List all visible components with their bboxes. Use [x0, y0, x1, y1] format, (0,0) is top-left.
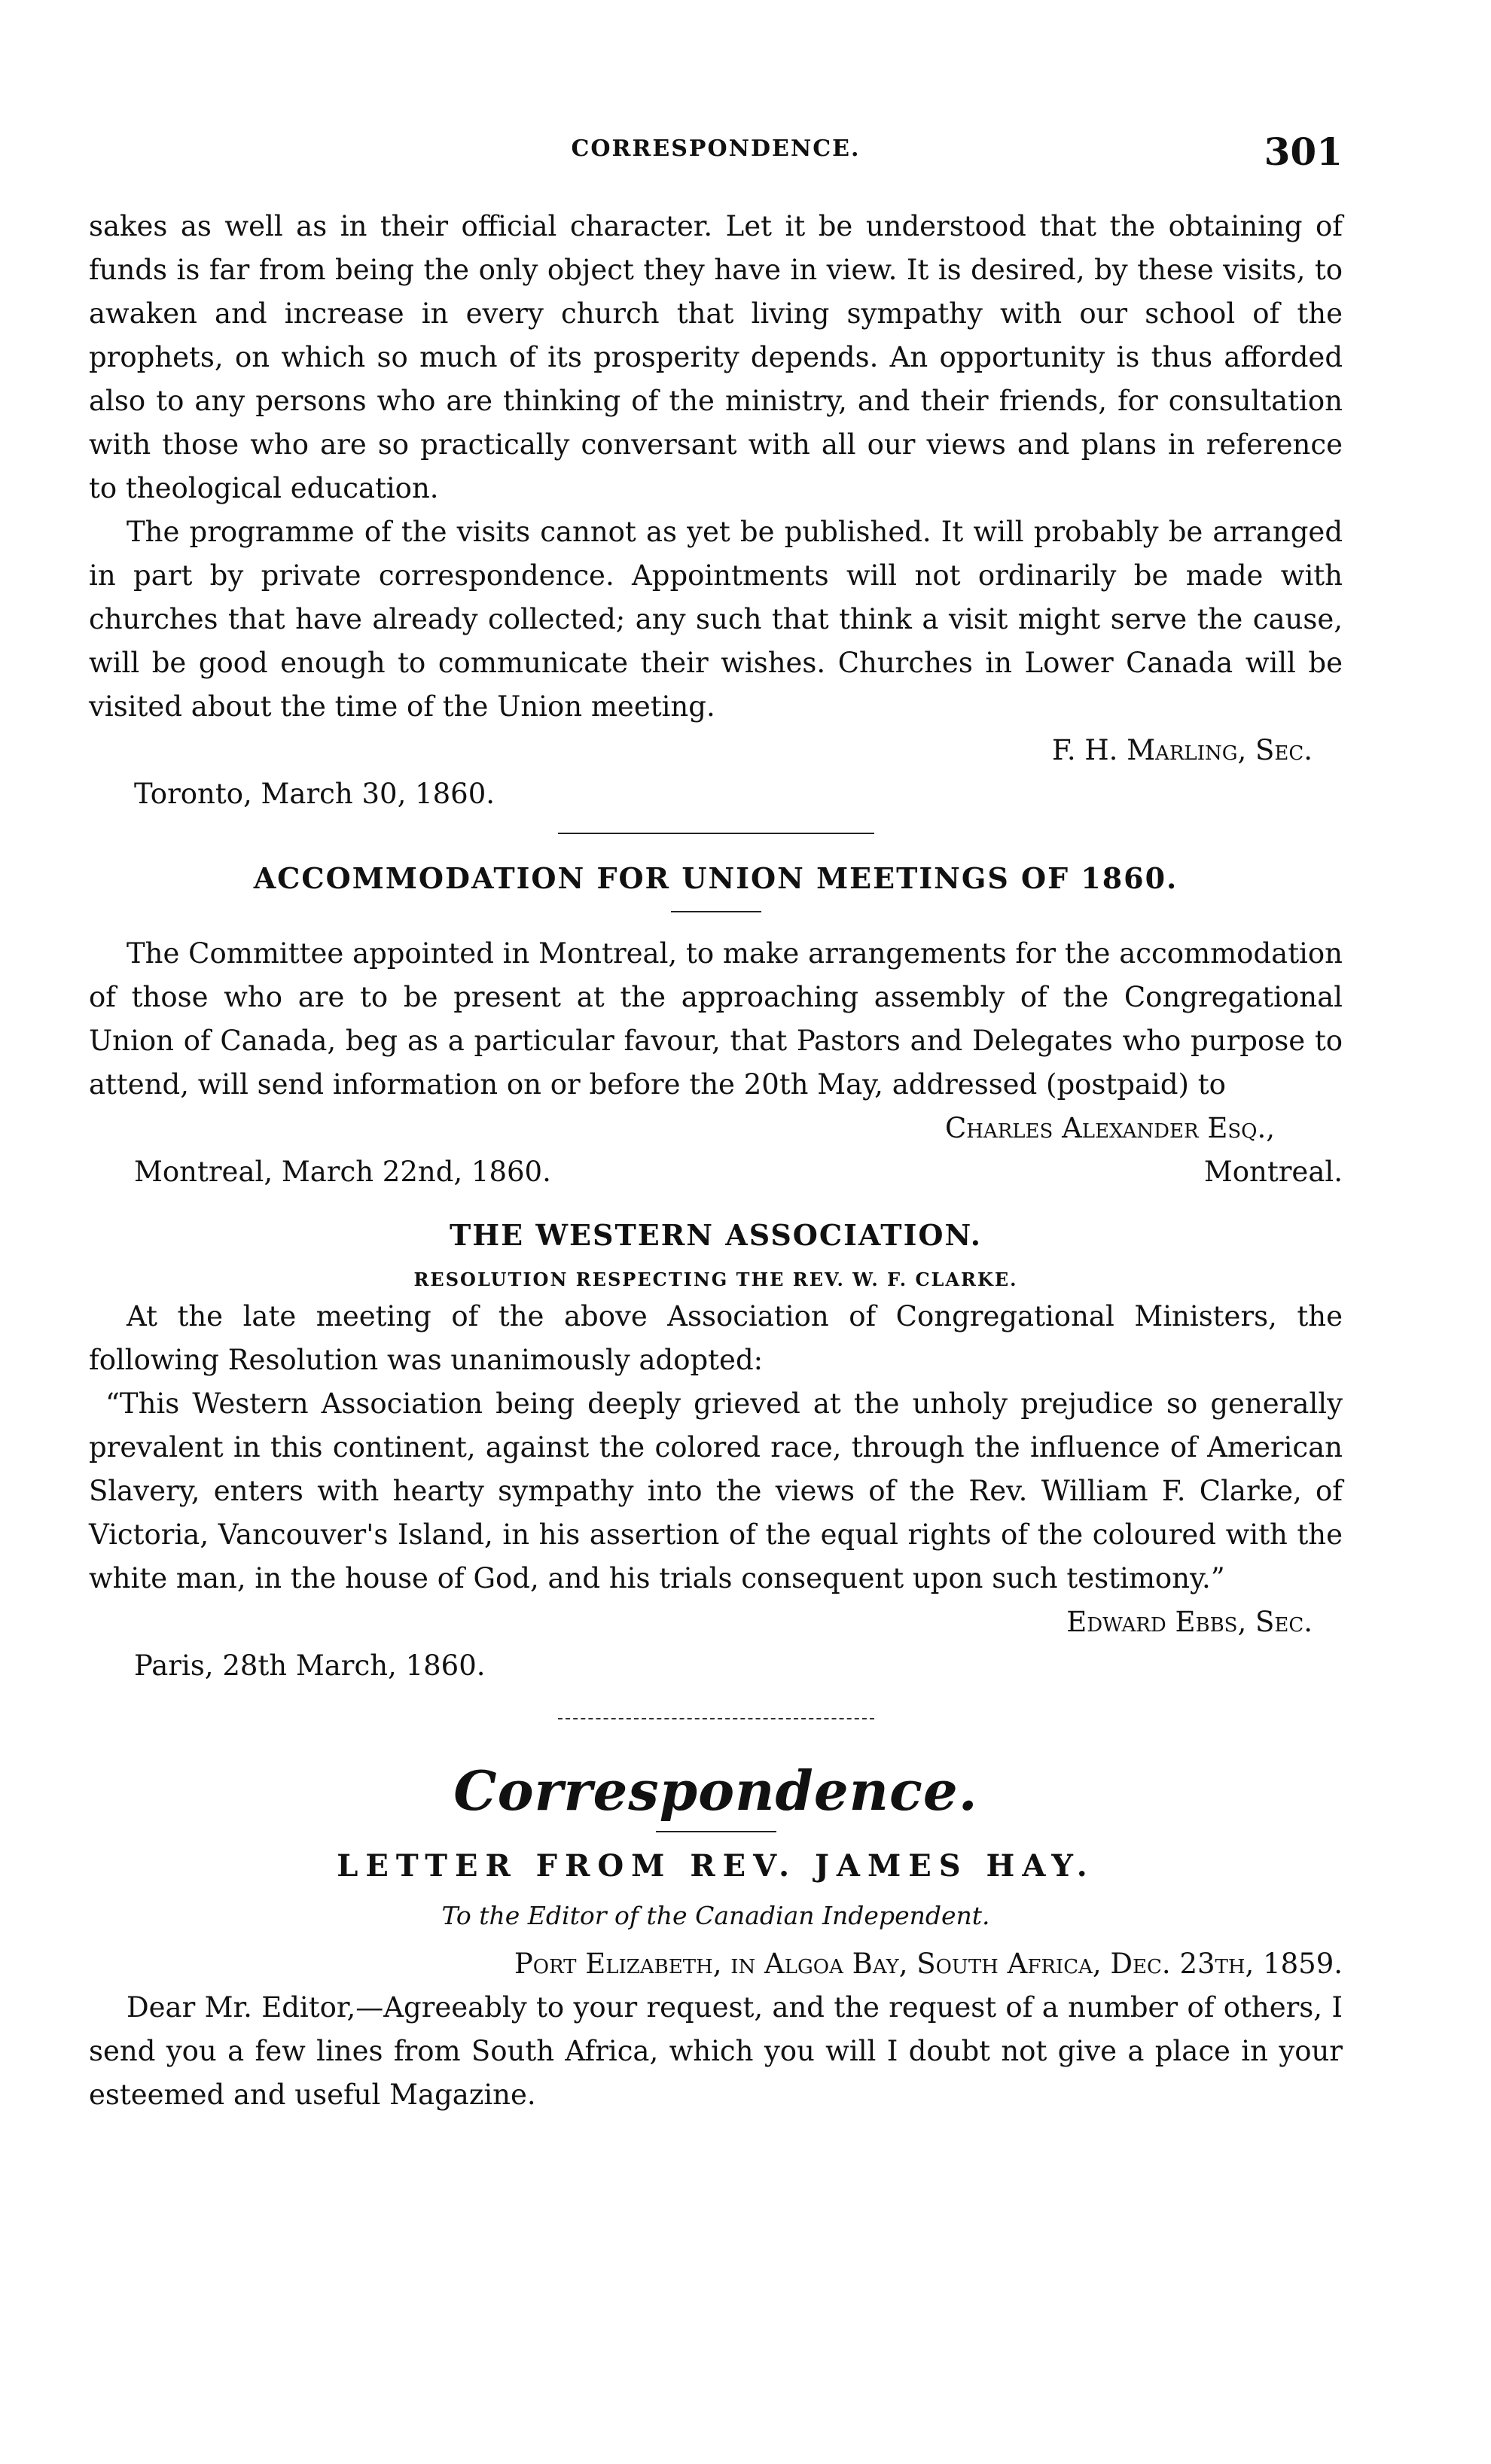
- section-correspondence: [89, 1757, 1343, 2117]
- page-number: 301: [1264, 129, 1343, 174]
- section-western-association: [89, 1214, 1343, 1688]
- letter-opening-paragraph: Dear Mr. Editor,—Agreeably to your request, and the request of a number of others, I send you a few lines from South Africa, which you will I doubt not give a place in your esteemed and useful Magazine.: [89, 1991, 1343, 2111]
- running-title: CORRESPONDENCE.: [571, 136, 861, 162]
- body-column: [89, 205, 1343, 2117]
- addressee-name: Charles Alexander Esq.,: [944, 1112, 1275, 1144]
- section-divider: [558, 833, 874, 834]
- correspondence-divider: [558, 1718, 874, 1719]
- section-accommodation: [89, 857, 1343, 1194]
- paragraph-accommodation: The Committee appointed in Montreal, to make arrangements for the accommodation of those who are to be present at the approaching assembly of the Congregational Union of Canada, beg as a particular favour, that Pastors and Delegates who purpose to attend, will send information on or before the 20th May, addressed (postpaid) to: [89, 937, 1343, 1101]
- letter-place-date: Port Elizabeth, in Algoa Bay, South Africa, Dec. 23th, 1859.: [514, 1948, 1343, 1980]
- addressee-city: Montreal.: [1203, 1156, 1343, 1188]
- paragraph-resolution-intro: At the late meeting of the above Association of Congregational Ministers, the following Resolution was unanimously adopted:: [89, 1300, 1343, 1376]
- running-head: [89, 129, 1343, 175]
- resolution-quote: “This Western Association being deeply grieved at the unholy prejudice so generally prevalent in this continent, against the colored race, through the influence of American Slavery, enters with hearty sympathy into the views of the Rev. William F. Clarke, of Victoria, Vancouver's Island, in his assertion of the equal rights of the coloured with the white man, in the house of God, and his trials consequent upon such testimony.”: [89, 1387, 1343, 1594]
- heading-western-association: THE WESTERN ASSOCIATION.: [450, 1218, 982, 1252]
- correspondence-rule: [656, 1831, 776, 1832]
- dateline-row: [89, 1150, 1343, 1194]
- signature-marling: F. H. Marling, Sec.: [1051, 734, 1313, 766]
- heading-accommodation: ACCOMMODATION FOR UNION MEETINGS OF 1860.: [253, 861, 1178, 895]
- dateline-toronto: Toronto, March 30, 1860.: [134, 778, 495, 810]
- subheading-resolution: RESOLUTION RESPECTING THE REV. W. F. CLARKE.: [413, 1269, 1018, 1290]
- dateline-montreal: Montreal, March 22nd, 1860.: [134, 1156, 551, 1188]
- paragraph-visits-purpose: sakes as well as in their official character. Let it be understood that the obtaining of funds is far from being the only object they have in view. It is desired, by these visits, to awaken and increase in every church that living sympathy with our school of the prophets, on which so much of its prosperity depends. An opportunity is thus afforded also to any persons who are thinking of the ministry, and their friends, for consultation with those who are so practically conversant with all our views and plans in reference to theological education.: [89, 210, 1343, 504]
- signature-ebbs: Edward Ebbs, Sec.: [1066, 1606, 1313, 1638]
- heading-rule: [671, 911, 761, 912]
- paragraph-visits-programme: The programme of the visits cannot as yet be published. It will probably be arranged in part by private correspondence. Appointments will not ordinarily be made with churches that have already collected; any such that think a visit might serve the cause, will be good enough to communicate their wishes. Churches in Lower Canada will be visited about the time of the Union meeting.: [89, 516, 1343, 723]
- to-editor-line: To the Editor of the Canadian Independent.: [441, 1901, 990, 1930]
- section-college-visits: [89, 205, 1343, 816]
- heading-correspondence: Correspondence.: [453, 1759, 978, 1823]
- letter-title: LETTER FROM REV. JAMES HAY.: [337, 1848, 1095, 1884]
- dateline-paris: Paris, 28th March, 1860.: [134, 1649, 486, 1682]
